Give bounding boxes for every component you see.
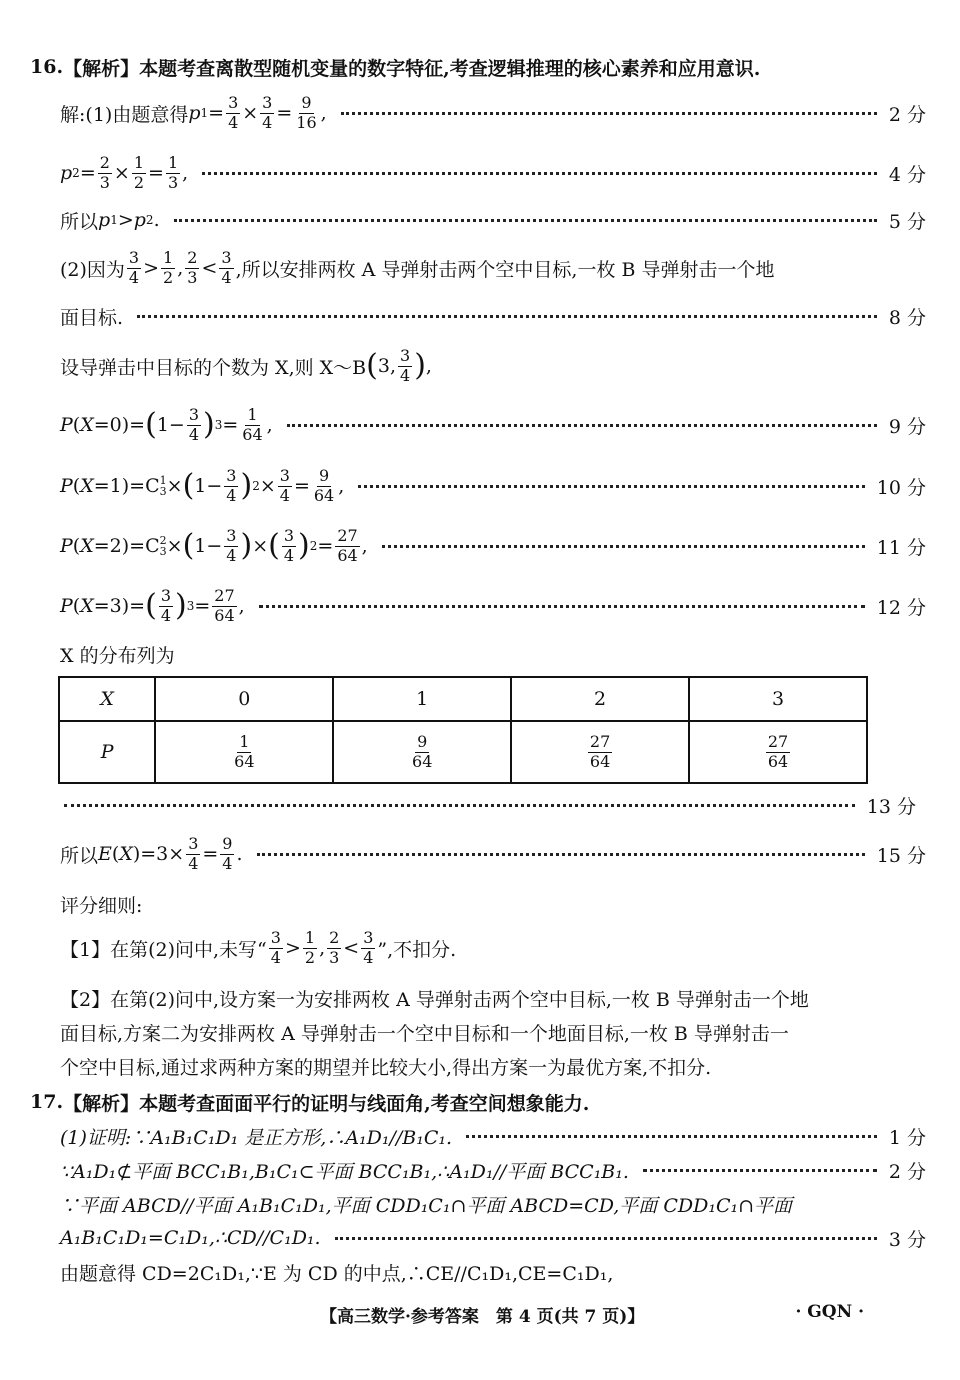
q16-line-px2: P ( X =2)=C 2 3 × ( 1− $\frac{3}{4}$ ) × ( $\frac{3}{4}$ ) 2 = $\frac{27}{64}$ , 11 分 [0, 524, 960, 568]
leader-dots [358, 485, 865, 488]
q16-detail-2-line1: 【2】在第(2)问中,设方案一为安排两枚 A 导弹射击两个空中目标,一枚 B 导弹射击一个地 [60, 988, 809, 1011]
score-label: 1 分 [888, 1126, 926, 1149]
score-label: 9 分 [888, 415, 926, 438]
q17-tag: 【解析】 [63, 1092, 140, 1115]
leader-dots [287, 424, 877, 427]
score-label: 8 分 [888, 306, 926, 329]
q16-line-ground: 面目标. 8 分 [0, 302, 960, 330]
score-label: 4 分 [888, 163, 926, 186]
q17-line-4: A₁B₁C₁D₁=C₁D₁,∴CD//C₁D₁. 3 分 [0, 1224, 960, 1252]
leader-dots [259, 605, 865, 608]
q16-line-part2: (2)因为 $\frac{3}{4}$ > $\frac{1}{2}$ , $\frac{2}{3}$ < $\frac{3}{4}$ ,所以安排两枚 A 导弹射击两个空中目标,一枚 B 导弹射击一个地 [60, 248, 775, 287]
q17-number: 17. [30, 1091, 64, 1113]
leader-dots [643, 1169, 877, 1172]
q16-number: 16. [30, 56, 64, 78]
q16-line-px0: P ( X =0)= ( 1− $\frac{3}{4}$ ) 3 = $\frac{1}{64}$ , 9 分 [0, 403, 960, 447]
q16-table-score [0, 791, 950, 819]
score-label: 2 分 [888, 103, 926, 126]
q16-detail-2-line3: 个空中目标,通过求两种方案的期望并比较大小,得出方案一为最优方案,不扣分. [60, 1056, 712, 1079]
score-label: 3 分 [888, 1228, 926, 1251]
table-cell: 3 [689, 677, 867, 721]
q16-topic: 本题考查离散型随机变量的数字特征,考查逻辑推理的核心素养和应用意识. [139, 57, 761, 80]
q16-line-px3: P ( X =3)= ( $\frac{3}{4}$ ) 3 = $\frac{27}{64}$ , 12 分 [0, 584, 960, 628]
leader-dots [137, 315, 877, 318]
leader-dots [341, 112, 877, 115]
q17-line-3: ∵平面 ABCD//平面 A₁B₁C₁D₁,平面 CDD₁C₁∩平面 ABCD=CD,平面 CDD₁C₁∩平面 [60, 1194, 793, 1217]
table-cell: 0 [155, 677, 333, 721]
q16-header [0, 52, 930, 82]
q16-detail-title: 评分细则: [60, 894, 143, 917]
q17-line-5: 由题意得 CD=2C₁D₁,∵E 为 CD 的中点,∴CE//C₁D₁,CE=C₁D₁, [60, 1262, 614, 1285]
q17-topic: 本题考查面面平行的证明与线面角,考查空间想象能力. [139, 1092, 590, 1115]
score-label: 10 分 [876, 476, 926, 499]
table-cell: X [59, 677, 155, 721]
q16-detail-1: 【1】在第(2)问中,未写“ $\frac{3}{4}$ > $\frac{1}{2}$ , $\frac{2}{3}$ < $\frac{3}{4}$ ”,不扣分. [60, 928, 457, 967]
q16-dist-label: X 的分布列为 [60, 644, 175, 667]
distribution-table [58, 676, 868, 784]
q16-line-p2: p 2 = $\frac{2}{3}$ × $\frac{1}{2}$ = $\frac{1}{3}$ , 4 分 [0, 152, 960, 194]
q16-line-ex: 所以 E ( X )=3× $\frac{3}{4}$ = $\frac{9}{4}$ . 15 分 [0, 832, 960, 876]
table-row [59, 721, 867, 783]
q16-line-px1: P ( X =1)=C 1 3 × ( 1− $\frac{3}{4}$ ) 2 × $\frac{3}{4}$ = $\frac{9}{64}$ , 10 分 [0, 464, 960, 508]
q17-line-2: ∵A₁D₁⊄平面 BCC₁B₁,B₁C₁⊂平面 BCC₁B₁,∴A₁D₁//平面 BCC₁B₁. 2 分 [0, 1156, 960, 1184]
leader-dots [466, 1135, 877, 1138]
table-cell: 1 [333, 677, 511, 721]
table-cell: $\frac{27}{64}$ [511, 721, 689, 783]
score-label: 13 分 [866, 795, 916, 818]
footer-page-info: 【高三数学·参考答案 第 4 页(共 7 页)】 [320, 1307, 645, 1327]
q16-detail-2-line2: 面目标,方案二为安排两枚 A 导弹射击一个空中目标和一个地面目标,一枚 B 导弹射击一 [60, 1022, 789, 1045]
table-cell: 2 [511, 677, 689, 721]
leader-dots [202, 172, 877, 175]
leader-dots [382, 545, 865, 548]
q16-line-binomial: 设导弹击中目标的个数为 X,则 X～B ( 3, $\frac{3}{4}$ ) , [60, 346, 432, 385]
q17-header [0, 1088, 930, 1116]
table-row [59, 677, 867, 721]
leader-dots [335, 1237, 877, 1240]
table-cell: $\frac{1}{64}$ [155, 721, 333, 783]
footer-code: · GQN · [795, 1302, 864, 1322]
q17-line-1: (1)证明:∵A₁B₁C₁D₁ 是正方形,∴A₁D₁//B₁C₁. 1 分 [0, 1122, 960, 1150]
q16-tag: 【解析】 [63, 57, 140, 80]
table-cell: $\frac{27}{64}$ [689, 721, 867, 783]
table-cell: $\frac{9}{64}$ [333, 721, 511, 783]
score-label: 5 分 [888, 210, 926, 233]
q16-line-p1: 解:(1)由题意得 p 1 = $\frac{3}{4}$ × $\frac{3}{4}$ = $\frac{9}{16}$ , 2 分 [0, 92, 960, 134]
leader-dots [64, 804, 855, 807]
leader-dots [257, 853, 865, 856]
leader-dots [174, 219, 877, 222]
table-cell: P [59, 721, 155, 783]
score-label: 12 分 [876, 596, 926, 619]
score-label: 2 分 [888, 1160, 926, 1183]
q16-line-compare: 所以 p 1 > p 2 . 5 分 [0, 206, 960, 234]
score-label: 11 分 [876, 536, 926, 559]
score-label: 15 分 [876, 844, 926, 867]
